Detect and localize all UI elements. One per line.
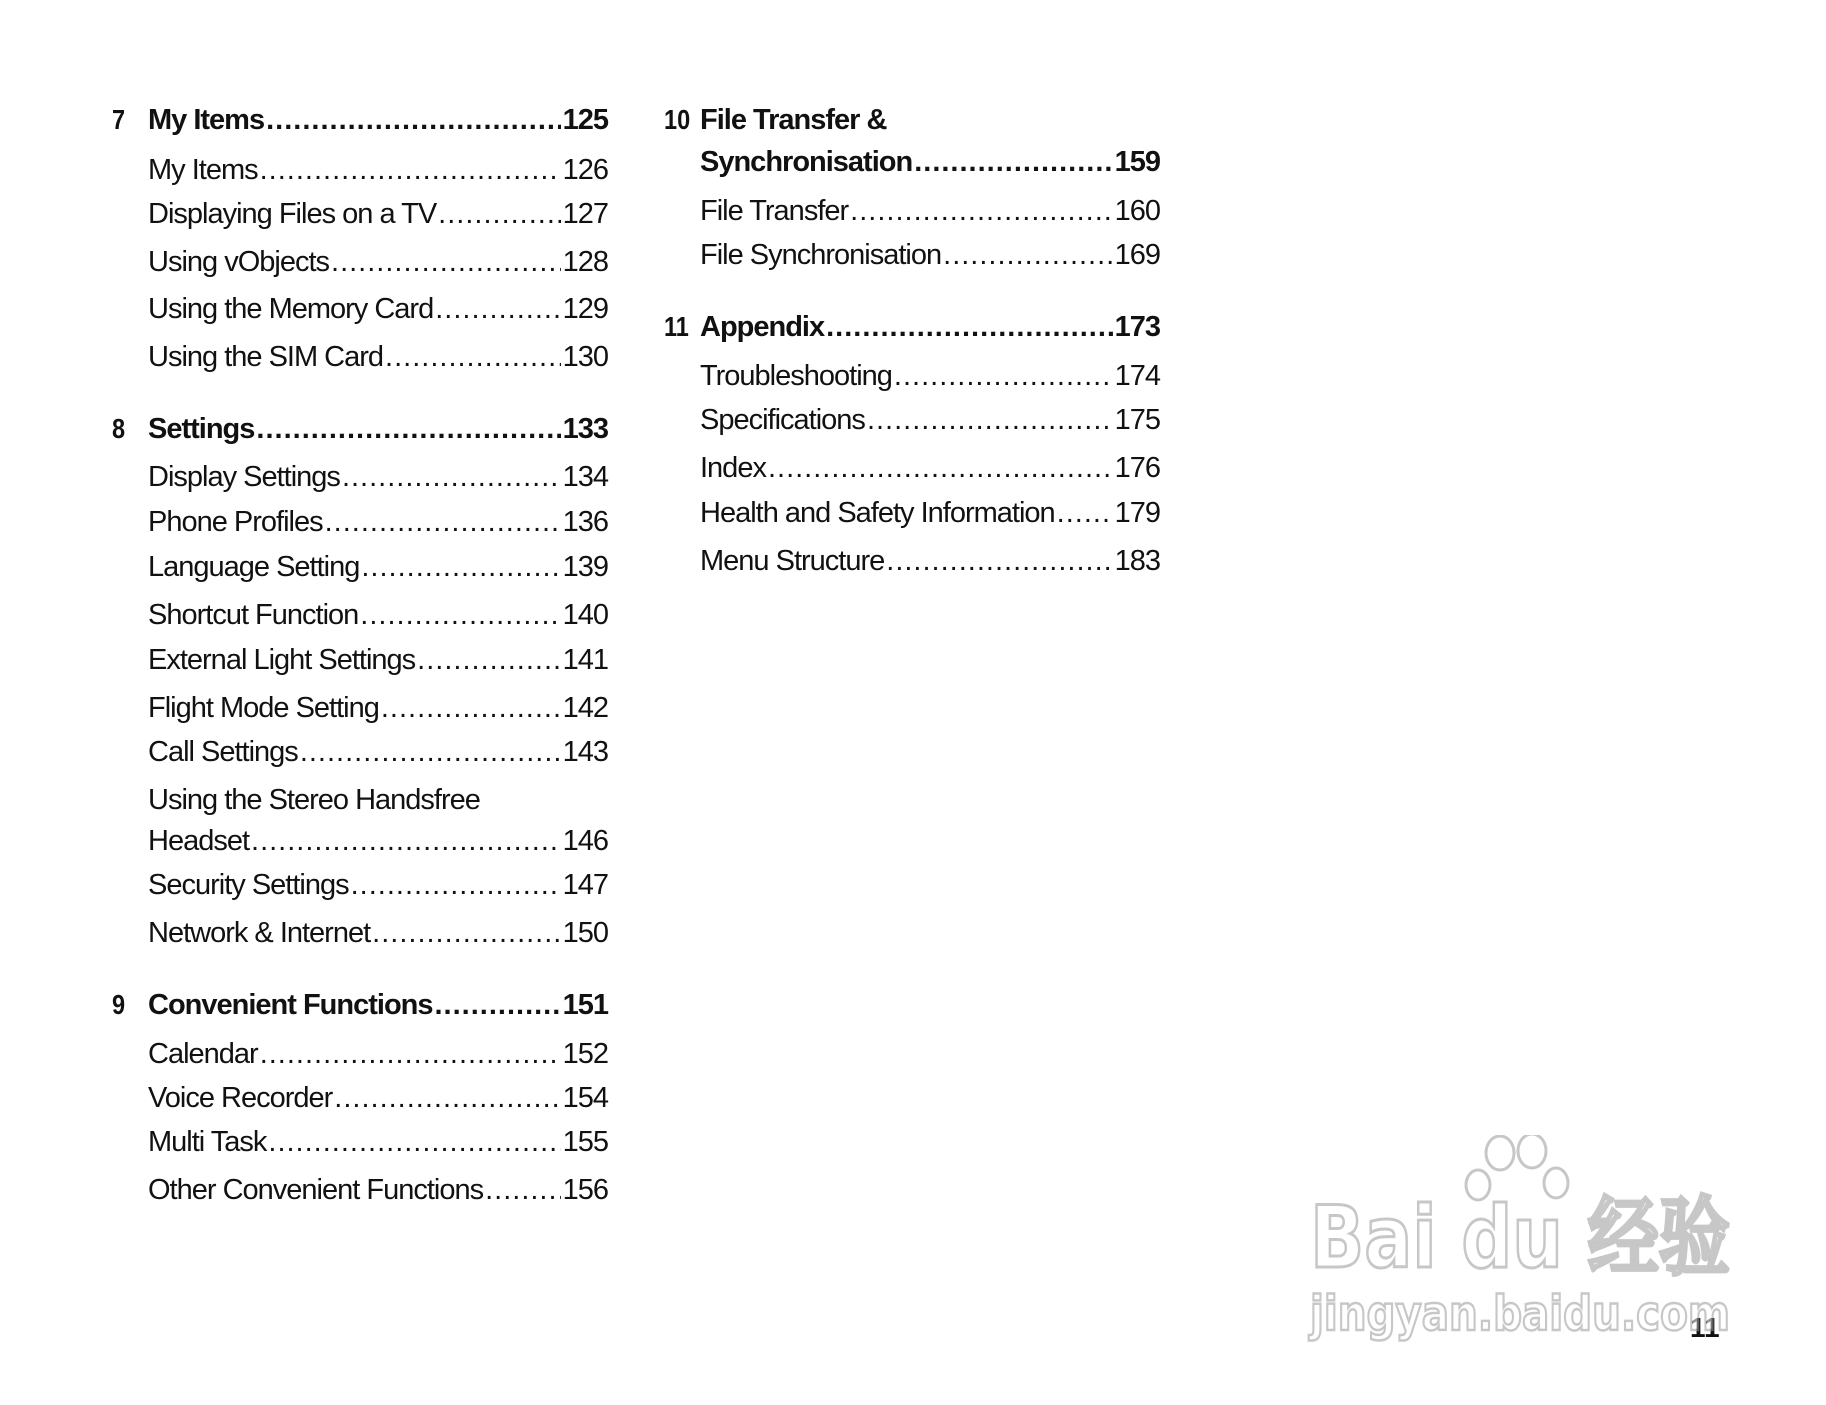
toc-leader-dots: [417, 644, 560, 677]
toc-entry-title: File Synchronisation: [700, 239, 942, 271]
toc-entry-line: [148, 198, 608, 231]
toc-leader-dots: [331, 246, 561, 279]
toc-leader-dots: [886, 545, 1112, 578]
toc-entry-line: [148, 1038, 608, 1071]
toc-entry-line: [700, 404, 1160, 437]
toc-entry-line: [148, 644, 608, 677]
toc-section-entry[interactable]: [112, 502, 608, 542]
toc-leader-dots: [268, 1126, 560, 1159]
toc-entry-title: File Transfer &: [700, 104, 887, 136]
toc-entry-line: [700, 104, 1160, 137]
watermark-logo-text: Bai du 经验: [1310, 1188, 1730, 1288]
toc-page-number: 173: [1114, 311, 1160, 343]
toc-leader-dots: [850, 195, 1112, 228]
toc-leader-dots: [943, 239, 1112, 272]
toc-leader-dots: [768, 452, 1113, 485]
toc-page-number: 154: [562, 1082, 608, 1114]
toc-page-number: 125: [562, 104, 608, 136]
toc-leader-dots: [325, 506, 561, 539]
toc-entry-line: [700, 497, 1160, 530]
toc-entry-title: Health and Safety Information: [700, 497, 1055, 529]
toc-entry-title: Troubleshooting: [700, 360, 892, 392]
toc-leader-dots: [351, 869, 561, 902]
toc-page-number: 142: [562, 692, 608, 724]
toc-section-entry[interactable]: [112, 1078, 608, 1118]
toc-leader-dots: [894, 360, 1113, 393]
toc-entry-line: [148, 917, 608, 950]
toc-section-entry[interactable]: [112, 913, 608, 953]
toc-entry-title: My Items: [148, 154, 258, 186]
toc-entry-title: Synchronisation: [700, 146, 913, 178]
toc-entry-line: [148, 551, 608, 584]
toc-leader-dots: [260, 154, 561, 187]
toc-leader-dots: [334, 1082, 560, 1115]
toc-entry-title: Index: [700, 452, 766, 484]
toc-leader-dots: [266, 104, 561, 137]
toc-section-entry[interactable]: [112, 821, 608, 861]
toc-section-entry[interactable]: [112, 337, 608, 377]
toc-page-number: 183: [1114, 545, 1160, 577]
toc-entry-line: [148, 104, 608, 137]
toc-page-number: 128: [562, 246, 608, 278]
toc-page-number: 169: [1114, 239, 1160, 271]
toc-chapter-entry[interactable]: [664, 307, 1160, 347]
toc-section-entry[interactable]: [112, 688, 608, 728]
toc-section-entry[interactable]: [664, 493, 1160, 533]
toc-section-entry[interactable]: [112, 780, 608, 820]
toc-leader-dots: [914, 146, 1112, 179]
toc-chapter-entry[interactable]: [664, 100, 1160, 140]
toc-entry-line: [148, 784, 608, 817]
toc-entry-line: [148, 413, 608, 446]
toc-section-entry[interactable]: [112, 1034, 608, 1074]
toc-entry-title: Using the Stereo Handsfree: [148, 784, 480, 816]
toc-section-entry[interactable]: [112, 595, 608, 635]
toc-entry-title: Security Settings: [148, 869, 349, 901]
toc-entry-line: [148, 825, 608, 858]
toc-entry-line: [148, 989, 608, 1022]
toc-entry-title: Phone Profiles: [148, 506, 323, 538]
toc-entry-title: Display Settings: [148, 461, 340, 493]
toc-chapter-number: 11: [664, 311, 689, 342]
toc-entry-line: [148, 692, 608, 725]
toc-entry-line: [700, 452, 1160, 485]
toc-entry-title: Using vObjects: [148, 246, 330, 278]
toc-page-number: 147: [562, 869, 608, 901]
toc-page-number: 151: [562, 989, 608, 1021]
toc-page-number: 141: [562, 644, 608, 676]
toc-page-number: 139: [562, 551, 608, 583]
toc-section-entry[interactable]: [112, 194, 608, 234]
toc-entry-line: [148, 1174, 608, 1207]
toc-chapter-entry[interactable]: [112, 985, 608, 1025]
toc-section-entry[interactable]: [112, 865, 608, 905]
toc-entry-title: Calendar: [148, 1038, 258, 1070]
toc-section-entry[interactable]: [112, 547, 608, 587]
toc-page-number: 126: [562, 154, 608, 186]
toc-page-number: 179: [1114, 497, 1160, 529]
toc-section-entry[interactable]: [664, 448, 1160, 488]
toc-entry-title: Displaying Files on a TV: [148, 198, 437, 230]
toc-leader-dots: [361, 551, 560, 584]
toc-leader-dots: [1057, 497, 1113, 530]
toc-page-number: 136: [562, 506, 608, 538]
toc-chapter-number: 10: [664, 104, 691, 135]
toc-section-entry[interactable]: [112, 242, 608, 282]
toc-page-number: 129: [562, 293, 608, 325]
toc-section-entry[interactable]: [112, 732, 608, 772]
toc-entry-line: [700, 545, 1160, 578]
toc-entry-title: Shortcut Function: [148, 599, 359, 631]
toc-entry-title: Using the SIM Card: [148, 341, 384, 373]
toc-leader-dots: [435, 293, 560, 326]
toc-leader-dots: [251, 825, 561, 858]
toc-page-number: 146: [562, 825, 608, 857]
toc-entry-line: [148, 246, 608, 279]
toc-section-entry[interactable]: [664, 235, 1160, 275]
toc-section-entry[interactable]: [112, 1170, 608, 1210]
toc-entry-line: [700, 239, 1160, 272]
toc-chapter-entry[interactable]: [664, 142, 1160, 182]
toc-page-number: 160: [1114, 195, 1160, 227]
toc-entry-title: Headset: [148, 825, 250, 857]
toc-entry-title: Specifications: [700, 404, 865, 436]
toc-leader-dots: [342, 461, 561, 494]
toc-entry-title: Flight Mode Setting: [148, 692, 379, 724]
toc-entry-title: Menu Structure: [700, 545, 885, 577]
toc-entry-line: [700, 360, 1160, 393]
toc-entry-line: [148, 1082, 608, 1115]
toc-entry-line: [148, 599, 608, 632]
toc-chapter-number: 7: [112, 104, 126, 135]
toc-leader-dots: [438, 198, 560, 231]
toc-entry-line: [148, 154, 608, 187]
toc-entry-line: [148, 293, 608, 326]
toc-page-number: 159: [1114, 146, 1160, 178]
toc-entry-line: [148, 461, 608, 494]
toc-section-entry[interactable]: [112, 150, 608, 190]
toc-leader-dots: [826, 311, 1112, 344]
toc-entry-title: Settings: [148, 413, 255, 445]
toc-page-number: 127: [562, 198, 608, 230]
watermark-url-text: jingyan.baidu.com: [1308, 1286, 1730, 1342]
toc-leader-dots: [256, 413, 560, 446]
toc-page-number: 150: [562, 917, 608, 949]
toc-entry-title: Convenient Functions: [148, 989, 433, 1021]
toc-leader-dots: [260, 1038, 561, 1071]
toc-section-entry[interactable]: [664, 541, 1160, 581]
toc-section-entry[interactable]: [112, 289, 608, 329]
toc-leader-dots: [381, 692, 561, 725]
toc-page-number: 143: [562, 736, 608, 768]
toc-entry-title: Voice Recorder: [148, 1082, 333, 1114]
toc-page-number: 140: [562, 599, 608, 631]
toc-section-entry[interactable]: [664, 191, 1160, 231]
toc-entry-line: [700, 311, 1160, 344]
toc-leader-dots: [385, 341, 561, 374]
toc-section-entry[interactable]: [112, 1122, 608, 1162]
toc-chapter-number: 8: [112, 413, 126, 444]
toc-page-number: 175: [1114, 404, 1160, 436]
page-number: 11: [1690, 1312, 1720, 1343]
toc-section-entry[interactable]: [112, 640, 608, 680]
toc-entry-title: Other Convenient Functions: [148, 1174, 484, 1206]
toc-entry-title: Appendix: [700, 311, 825, 343]
toc-leader-dots: [372, 917, 560, 950]
toc-section-entry[interactable]: [112, 457, 608, 497]
toc-entry-title: Call Settings: [148, 736, 298, 768]
toc-page-number: 155: [562, 1126, 608, 1158]
toc-page-number: 174: [1114, 360, 1160, 392]
toc-chapter-entry[interactable]: [112, 100, 608, 140]
toc-page-number: 133: [562, 413, 608, 445]
toc-leader-dots: [867, 404, 1113, 437]
toc-section-entry[interactable]: [664, 400, 1160, 440]
toc-entry-line: [148, 736, 608, 769]
toc-page-number: 134: [562, 461, 608, 493]
toc-page-number: 130: [562, 341, 608, 373]
toc-entry-line: [148, 1126, 608, 1159]
toc-page-number: 156: [562, 1174, 608, 1206]
toc-entry-line: [700, 195, 1160, 228]
toc-entry-title: Network & Internet: [148, 917, 371, 949]
toc-leader-dots: [360, 599, 560, 632]
toc-leader-dots: [300, 736, 561, 769]
toc-entry-line: [700, 146, 1160, 179]
toc-leader-dots: [435, 989, 561, 1022]
toc-entry-line: [148, 506, 608, 539]
toc-page-number: 176: [1114, 452, 1160, 484]
toc-chapter-number: 9: [112, 989, 126, 1020]
toc-entry-title: My Items: [148, 104, 265, 136]
toc-chapter-entry[interactable]: [112, 409, 608, 449]
toc-entry-title: External Light Settings: [148, 644, 416, 676]
toc-page-number: 152: [562, 1038, 608, 1070]
toc-entry-title: Multi Task: [148, 1126, 267, 1158]
toc-entry-line: [148, 341, 608, 374]
toc-leader-dots: [485, 1174, 561, 1207]
toc-entry-title: Language Setting: [148, 551, 360, 583]
toc-entry-title: File Transfer: [700, 195, 849, 227]
toc-section-entry[interactable]: [664, 356, 1160, 396]
baidu-jingyan-watermark: [1300, 1135, 1740, 1345]
toc-entry-title: Using the Memory Card: [148, 293, 434, 325]
toc-entry-line: [148, 869, 608, 902]
